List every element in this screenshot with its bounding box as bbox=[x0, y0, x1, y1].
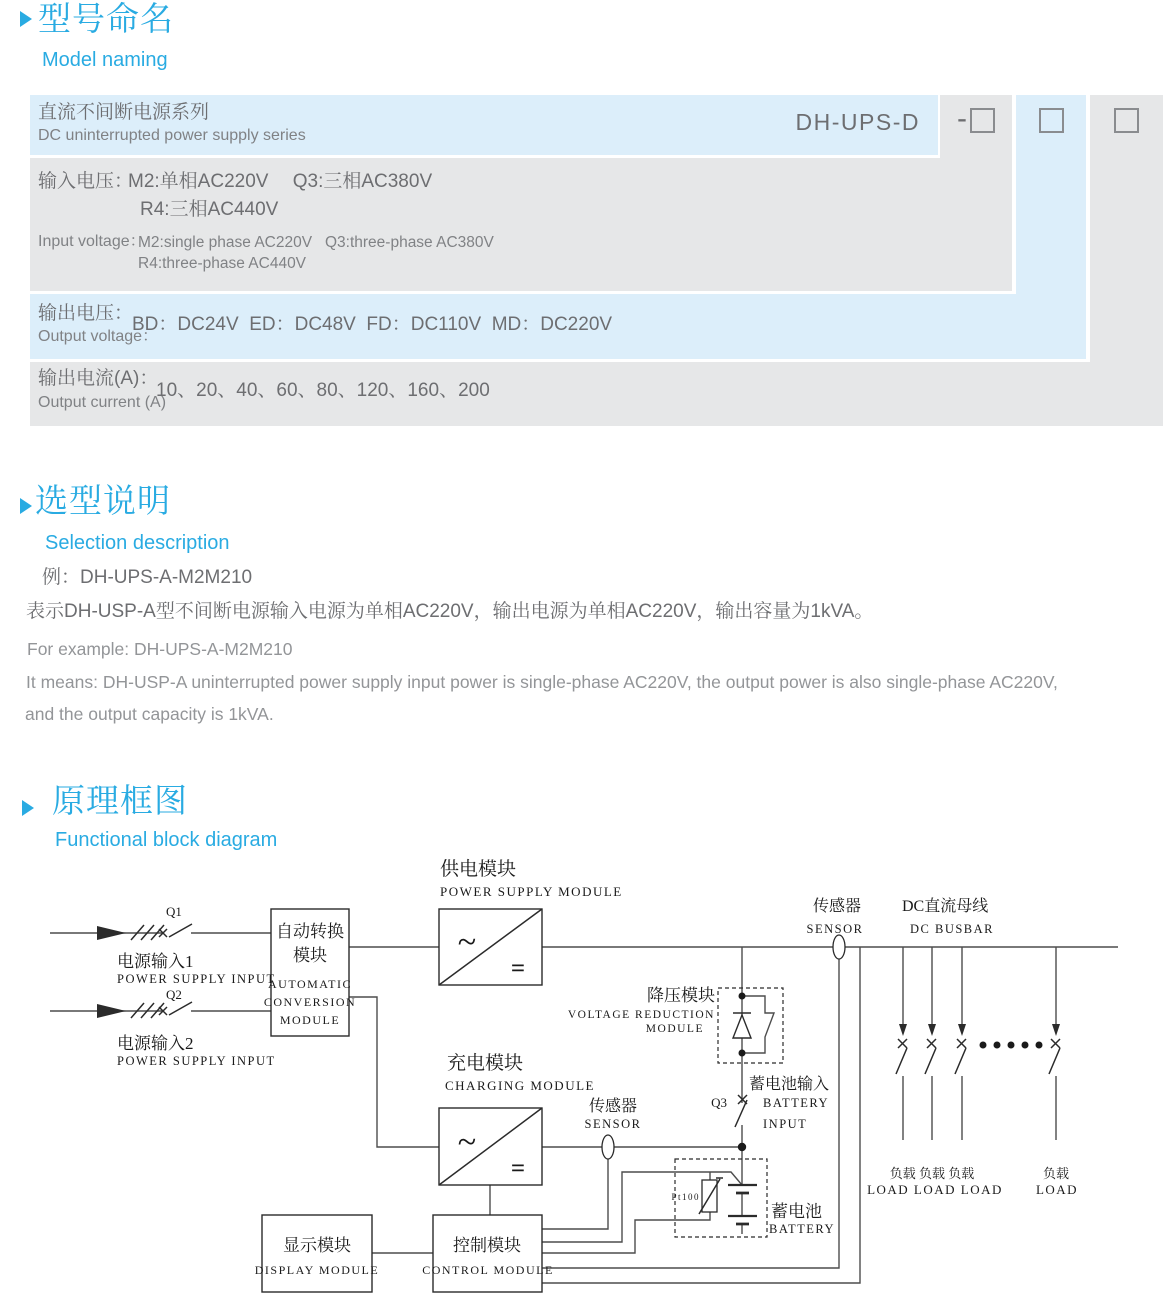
diode-icon bbox=[733, 1013, 751, 1038]
auto-conversion-label-en2: CONVERSION bbox=[263, 995, 357, 1009]
battery-input-label-cn: 蓄电池输入 bbox=[749, 1076, 830, 1093]
input-voltage-options-en-2: R4:three-phase AC440V bbox=[138, 255, 307, 272]
breaker-q2-label: Q2 bbox=[166, 987, 182, 1002]
breaker-q1-label: Q1 bbox=[166, 904, 182, 919]
input2-label-en: POWER SUPPLY INPUT bbox=[117, 1054, 276, 1068]
diagram-subtitle: Functional block diagram bbox=[55, 829, 278, 851]
pt100-icon bbox=[699, 1178, 723, 1214]
selection-example-cn: 例：DH-UPS-A-M2M210 bbox=[42, 567, 253, 588]
dc-symbol: = bbox=[510, 1155, 526, 1182]
battery-label-cn: 蓄电池 bbox=[771, 1202, 822, 1221]
charge-sensor-icon bbox=[602, 1135, 614, 1159]
code-slot-dash: - bbox=[957, 102, 967, 135]
selection-desc-en-1: It means: DH-USP-A uninterrupted power supply input power is single-phase AC220V, the output power is also single-phase AC220V, bbox=[26, 672, 1058, 692]
voltage-reduction-label-en1: VOLTAGE REDUCTION bbox=[567, 1009, 715, 1021]
output-voltage-options: BD：DC24V ED：DC48V FD：DC110V MD：DC220V bbox=[132, 314, 613, 335]
selection-subtitle: Selection description bbox=[45, 532, 230, 554]
dc-busbar-label-en: DC BUSBAR bbox=[910, 922, 995, 936]
load-right-label-cn: 负载 bbox=[1042, 1166, 1070, 1181]
display-module-label-cn: 显示模块 bbox=[283, 1236, 351, 1255]
output-current-label-cn: 输出电流(A)： bbox=[38, 368, 159, 389]
selection-desc-cn: 表示DH-USP-A型不间断电源输入电源为单相AC220V，输出电源为单相AC220V，输出容量为1kVA。 bbox=[26, 601, 874, 622]
output-current-label-en: Output current (A) bbox=[38, 394, 167, 411]
output-current-row bbox=[30, 362, 1163, 426]
section-marker-icon bbox=[22, 800, 34, 816]
input-voltage-options-en: M2:single phase AC220V Q3:three-phase AC380V bbox=[138, 234, 494, 251]
code-placeholder-box-1 bbox=[970, 108, 995, 133]
output-current-options: 10、20、40、60、80、120、160、200 bbox=[156, 380, 490, 401]
series-name-en: DC uninterrupted power supply series bbox=[38, 127, 306, 144]
bus-sensor-icon bbox=[833, 935, 845, 959]
bus-sensor-label-cn: 传感器 bbox=[812, 898, 862, 915]
breaker-q3-label: Q3 bbox=[711, 1095, 727, 1110]
code-slot-2 bbox=[1016, 108, 1086, 133]
selection-desc-en-2: and the output capacity is 1kVA. bbox=[25, 704, 274, 724]
input1-label-en: POWER SUPPLY INPUT bbox=[117, 972, 276, 986]
input-voltage-options-cn: M2:单相AC220V Q3:三相AC380V bbox=[128, 171, 433, 192]
output-voltage-label-en: Output voltage： bbox=[38, 328, 159, 345]
charging-module-label-cn: 充电模块 bbox=[447, 1053, 524, 1074]
model-naming-subtitle: Model naming bbox=[42, 49, 168, 71]
battery-input-label-en2: INPUT bbox=[763, 1117, 808, 1131]
pt100-label: Pt100 bbox=[671, 1192, 700, 1202]
output-voltage-row bbox=[30, 294, 1086, 359]
ac-symbol: ~ bbox=[457, 924, 477, 961]
dc-symbol: = bbox=[510, 955, 526, 982]
voltage-reduction-label-en2: MODULE bbox=[645, 1023, 704, 1035]
output-voltage-label-cn: 输出电压： bbox=[38, 303, 134, 324]
code-placeholder-box-2 bbox=[1039, 108, 1064, 133]
loads-label-en: LOAD LOAD LOAD bbox=[867, 1182, 1003, 1197]
charging-module-label-en: CHARGING MODULE bbox=[445, 1078, 595, 1093]
battery-label-en: BATTERY bbox=[769, 1222, 836, 1236]
series-name-cn: 直流不间断电源系列 bbox=[38, 102, 210, 123]
code-placeholder-box-3 bbox=[1114, 108, 1139, 133]
power-supply-module-label-cn: 供电模块 bbox=[440, 859, 517, 880]
charge-sensor-label-cn: 传感器 bbox=[588, 1098, 638, 1115]
input-voltage-row bbox=[30, 158, 1012, 291]
auto-conversion-label-en1: AUTOMATIC bbox=[268, 977, 352, 991]
auto-conversion-label-en3: MODULE bbox=[279, 1013, 341, 1027]
control-module-label-cn: 控制模块 bbox=[453, 1236, 521, 1255]
voltage-reduction-module-box bbox=[718, 988, 783, 1063]
input-voltage-label-en: Input voltage： bbox=[38, 233, 146, 250]
functional-block-diagram bbox=[0, 848, 1167, 1308]
section-marker-icon bbox=[20, 498, 32, 514]
input-voltage-label-cn: 输入电压： bbox=[38, 171, 134, 192]
charge-sensor-label-en: SENSOR bbox=[584, 1117, 642, 1131]
code-slot-3 bbox=[1090, 108, 1163, 133]
load-right-label-en: LOAD bbox=[1035, 1182, 1079, 1197]
input2-label-cn: 电源输入2 bbox=[117, 1034, 194, 1053]
battery-input-label-en1: BATTERY bbox=[763, 1096, 830, 1110]
selection-example-en: For example: DH-UPS-A-M2M210 bbox=[27, 639, 293, 659]
dc-busbar-label-cn: DC直流母线 bbox=[902, 898, 989, 915]
model-naming-title: 型号命名 bbox=[38, 0, 174, 37]
bus-sensor-label-en: SENSOR bbox=[806, 922, 864, 936]
diagram-title: 原理框图 bbox=[52, 782, 188, 819]
input-voltage-options-cn-2: R4:三相AC440V bbox=[140, 199, 279, 220]
section-marker-icon bbox=[20, 11, 32, 27]
loads-label-cn: 负载 负载 负载 bbox=[889, 1166, 975, 1181]
selection-title: 选型说明 bbox=[35, 482, 171, 519]
model-code: DH-UPS-D bbox=[795, 109, 920, 135]
auto-conversion-label-cn1: 自动转换 bbox=[276, 922, 344, 941]
power-supply-module-label-en: POWER SUPPLY MODULE bbox=[440, 884, 623, 899]
display-module-label-en: DISPLAY MODULE bbox=[254, 1263, 380, 1277]
input1-label-cn: 电源输入1 bbox=[117, 952, 194, 971]
ac-symbol: ~ bbox=[457, 1124, 477, 1161]
code-slot-1 bbox=[940, 102, 1012, 135]
voltage-reduction-label-cn: 降压模块 bbox=[647, 986, 715, 1005]
auto-conversion-label-cn2: 模块 bbox=[293, 946, 327, 965]
control-module-label-en: CONTROL MODULE bbox=[422, 1263, 554, 1277]
series-row bbox=[30, 95, 938, 155]
feeder-ellipsis-dots bbox=[980, 1042, 1043, 1049]
